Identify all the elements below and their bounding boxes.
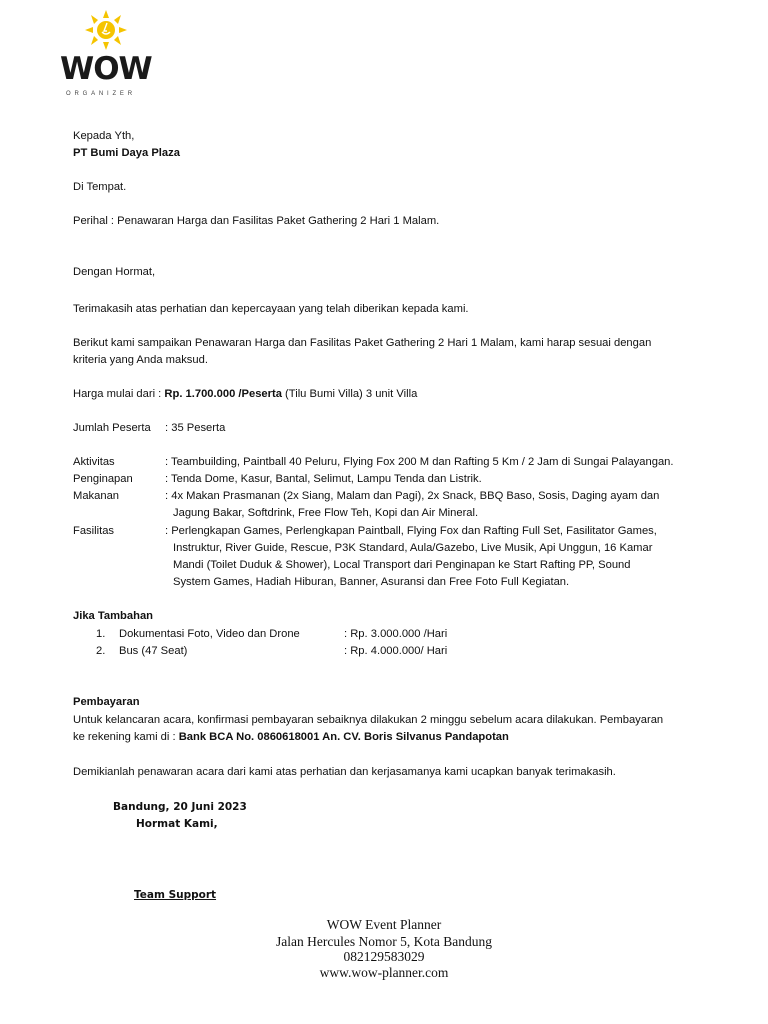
footer-phone: 082129583029: [343, 949, 425, 964]
aktivitas-label: Aktivitas: [73, 456, 115, 468]
fasilitas-value-1: : Perlengkapan Games, Perlengkapan Paintball, Flying Fox dan Rafting Full Set, Fasilitator Games,: [165, 525, 657, 537]
sun-icon: [85, 10, 127, 50]
fasilitas-value-2: Instruktur, River Guide, Rescue, P3K Standard, Aula/Gazebo, Live Musik, Api Unggun, 16 Kamar: [173, 542, 653, 554]
extras-item-2-num: 2.: [96, 645, 106, 657]
closing-text: Demikianlah penawaran acara dari kami atas perhatian dan kerjasamanya kami ucapkan banyak terimakasih.: [73, 766, 616, 778]
makanan-label: Makanan: [73, 490, 120, 502]
salutation: Dengan Hormat,: [73, 266, 156, 278]
bank-account: Bank BCA No. 0860618001 An. CV. Boris Silvanus Pandapotan: [178, 731, 509, 743]
aktivitas-value: : Teambuilding, Paintball 40 Peluru, Flying Fox 200 M dan Rafting 5 Km / 2 Jam di Sungai Palayangan.: [165, 456, 674, 468]
greeting-to: Kepada Yth,: [73, 130, 135, 142]
signoff-regards: Hormat Kami,: [136, 818, 218, 830]
penginapan-value: : Tenda Dome, Kasur, Bantal, Selimut, Lampu Tenda dan Listrik.: [165, 473, 482, 485]
participants-value: : 35 Peserta: [165, 422, 226, 434]
fasilitas-label: Fasilitas: [73, 525, 115, 537]
extras-item-1-name: Dokumentasi Foto, Video dan Drone: [119, 628, 300, 640]
thanks-text: Terimakasih atas perhatian dan kepercayaan yang telah diberikan kepada kami.: [73, 303, 469, 315]
intro-line-2: kriteria yang Anda maksud.: [73, 354, 208, 366]
extras-item-1-price: : Rp. 3.000.000 /Hari: [344, 628, 448, 640]
extras-item-2-price: : Rp. 4.000.000/ Hari: [344, 645, 448, 657]
extras-item-2-name: Bus (47 Seat): [119, 645, 188, 657]
price-line: [73, 386, 417, 403]
participants-label: Jumlah Peserta: [73, 422, 151, 434]
logo-wordmark: WOW: [60, 51, 152, 87]
makanan-value-1: : 4x Makan Prasmanan (2x Siang, Malam dan Pagi), 2x Snack, BBQ Baso, Sosis, Daging ayam dan: [165, 490, 660, 502]
payment-heading: Pembayaran: [73, 696, 140, 708]
company-logo: [58, 10, 158, 97]
extras-heading: Jika Tambahan: [73, 610, 153, 622]
greeting-place: Di Tempat.: [73, 181, 127, 193]
logo-subtitle: ORGANIZER: [66, 91, 136, 97]
signoff-team: Team Support: [134, 889, 217, 901]
payment-line-2: [73, 729, 509, 746]
price-amount: Rp. 1.700.000 /Peserta: [164, 388, 282, 400]
fasilitas-value-3: Mandi (Toilet Duduk & Shower), Local Transport dari Penginapan ke Start Rafting PP, Sound: [173, 559, 631, 571]
footer-address: Jalan Hercules Nomor 5, Kota Bandung: [276, 934, 492, 949]
makanan-value-2: Jagung Bakar, Softdrink, Free Flow Teh, Kopi dan Air Mineral.: [173, 507, 479, 519]
price-suffix: (Tilu Bumi Villa) 3 unit Villa: [281, 388, 418, 400]
footer-name: WOW Event Planner: [326, 917, 442, 932]
payment-line-2-prefix: ke rekening kami di :: [73, 731, 179, 743]
intro-line-1: Berikut kami sampaikan Penawaran Harga dan Fasilitas Paket Gathering 2 Hari 1 Malam, kami harap sesuai dengan: [73, 337, 652, 349]
extras-item-1-num: 1.: [96, 628, 106, 640]
signoff-date: Bandung, 20 Juni 2023: [113, 801, 247, 813]
recipient-company: PT Bumi Daya Plaza: [73, 147, 180, 159]
subject-line: Perihal : Penawaran Harga dan Fasilitas Paket Gathering 2 Hari 1 Malam.: [73, 215, 440, 227]
fasilitas-value-4: System Games, Hadiah Hiburan, Banner, Asuransi dan Free Foto Full Kegiatan.: [173, 576, 570, 588]
penginapan-label: Penginapan: [73, 473, 133, 485]
footer-web: www.wow-planner.com: [319, 965, 449, 980]
payment-line-1: Untuk kelancaran acara, konfirmasi pembayaran sebaiknya dilakukan 2 minggu sebelum acara dilakukan. Pembayaran: [73, 714, 664, 726]
price-prefix: Harga mulai dari :: [73, 388, 165, 400]
